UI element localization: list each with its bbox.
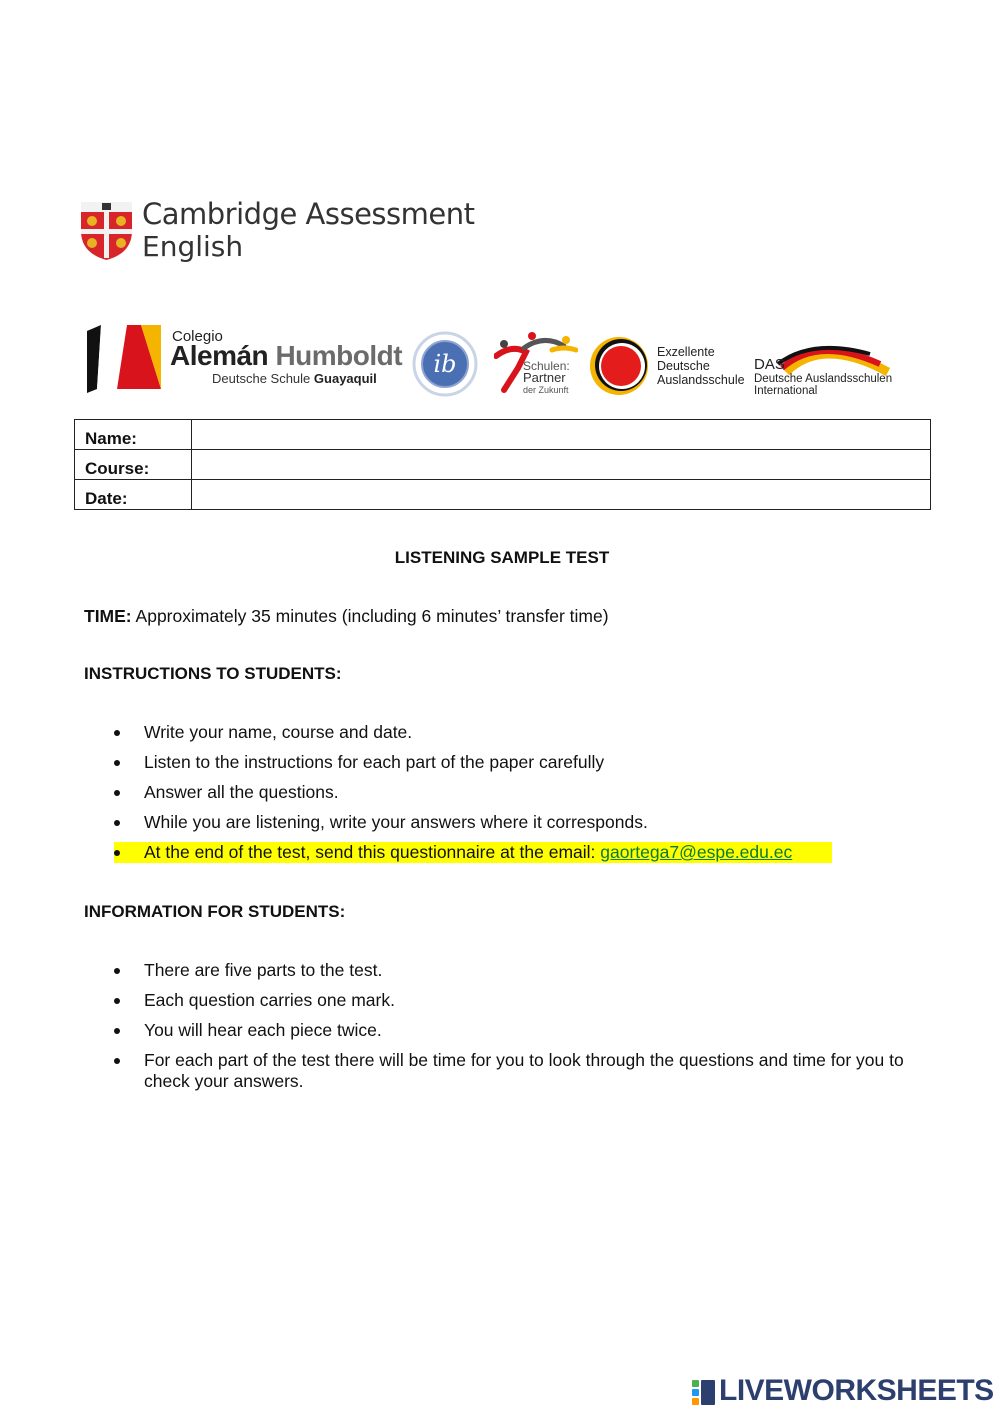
information-list [84,960,904,1101]
page-title: LISTENING SAMPLE TEST [394,548,610,567]
information-text: For each part of the test there will be time for you to look through the questions and time for you to check your answers. [144,1050,904,1091]
student-info-table [74,419,931,510]
cambridge-subtitle: English [142,230,244,263]
eda-line3: Auslandsschule [657,373,745,387]
das-text [754,373,892,397]
date-row [75,480,931,510]
bullet-icon [114,998,120,1004]
sp-line1: Schulen: [523,359,570,373]
instruction-text: Write your name, course and date. [144,722,413,742]
name-label: Name: [75,420,192,450]
bullet-icon [114,968,120,974]
sp-line3: der Zukunft [523,385,569,395]
instruction-text: Answer all the questions. [144,782,339,802]
bullet-icon [114,790,120,796]
date-field[interactable] [192,480,931,510]
humboldt-emblem-logo [87,323,161,393]
information-text: You will hear each piece twice. [144,1020,382,1040]
bullet-icon [114,730,120,736]
list-item [84,722,904,743]
humboldt-humboldt: Humboldt [275,340,403,371]
list-item [84,960,904,981]
time-line [84,606,609,627]
bullet-icon [114,820,120,826]
humboldt-aleman: Alemán [170,340,269,371]
instruction-text: While you are listening, write your answers where it corresponds. [144,812,648,832]
liveworksheets-brand: LIVEWORKSHEETS [719,1374,994,1407]
schulen-partner-text [523,360,570,396]
eda-line1: Exzellente [657,345,715,359]
instructions-list [84,722,904,872]
name-row [75,420,931,450]
humboldt-tagline [212,371,377,386]
bullet-icon [114,1028,120,1034]
list-item [84,1020,904,1041]
humboldt-city: Guayaquil [313,371,377,386]
list-item [84,752,904,773]
das-label: DAS [754,356,785,373]
date-label: Date: [75,480,192,510]
course-label: Course: [75,450,192,480]
cambridge-shield-logo [80,201,133,261]
humboldt-name [170,340,402,372]
instruction-text: At the end of the test, send this questionnaire at the email: [144,842,596,862]
name-field[interactable] [192,420,931,450]
cambridge-title: Cambridge Assessment [142,197,475,231]
ib-letters: ib [433,350,457,378]
information-text: Each question carries one mark. [144,990,395,1010]
email-link[interactable]: gaortega7@espe.edu.ec [600,842,793,862]
ib-world-school-logo [406,331,484,397]
course-field[interactable] [192,450,931,480]
eda-text [657,345,745,387]
time-label: TIME: [84,606,132,626]
das-line2: International [754,385,818,397]
instructions-heading: INSTRUCTIONS TO STUDENTS: [84,664,342,683]
sp-line2: Partner [523,370,566,385]
humboldt-dsg: Deutsche Schule [212,371,311,386]
list-item [84,782,904,803]
list-item [84,990,904,1011]
humboldt-colegio: Colegio [172,328,223,345]
course-row [75,450,931,480]
bullet-icon [114,1058,120,1064]
information-heading: INFORMATION FOR STUDENTS: [84,902,346,921]
bullet-icon [114,760,120,766]
eda-line2: Deutsche [657,359,710,373]
bullet-icon [114,850,120,856]
list-item [84,812,904,833]
time-text: Approximately 35 minutes (including 6 minutes’ transfer time) [135,606,609,626]
highlighted-list-item [114,842,832,863]
liveworksheets-icon [691,1377,717,1407]
information-text: There are five parts to the test. [144,960,383,980]
instruction-text: Listen to the instructions for each part of the paper carefully [144,752,605,772]
eda-logo [589,336,649,396]
das-line1: Deutsche Auslandsschulen [754,373,893,385]
list-item [84,1050,904,1092]
